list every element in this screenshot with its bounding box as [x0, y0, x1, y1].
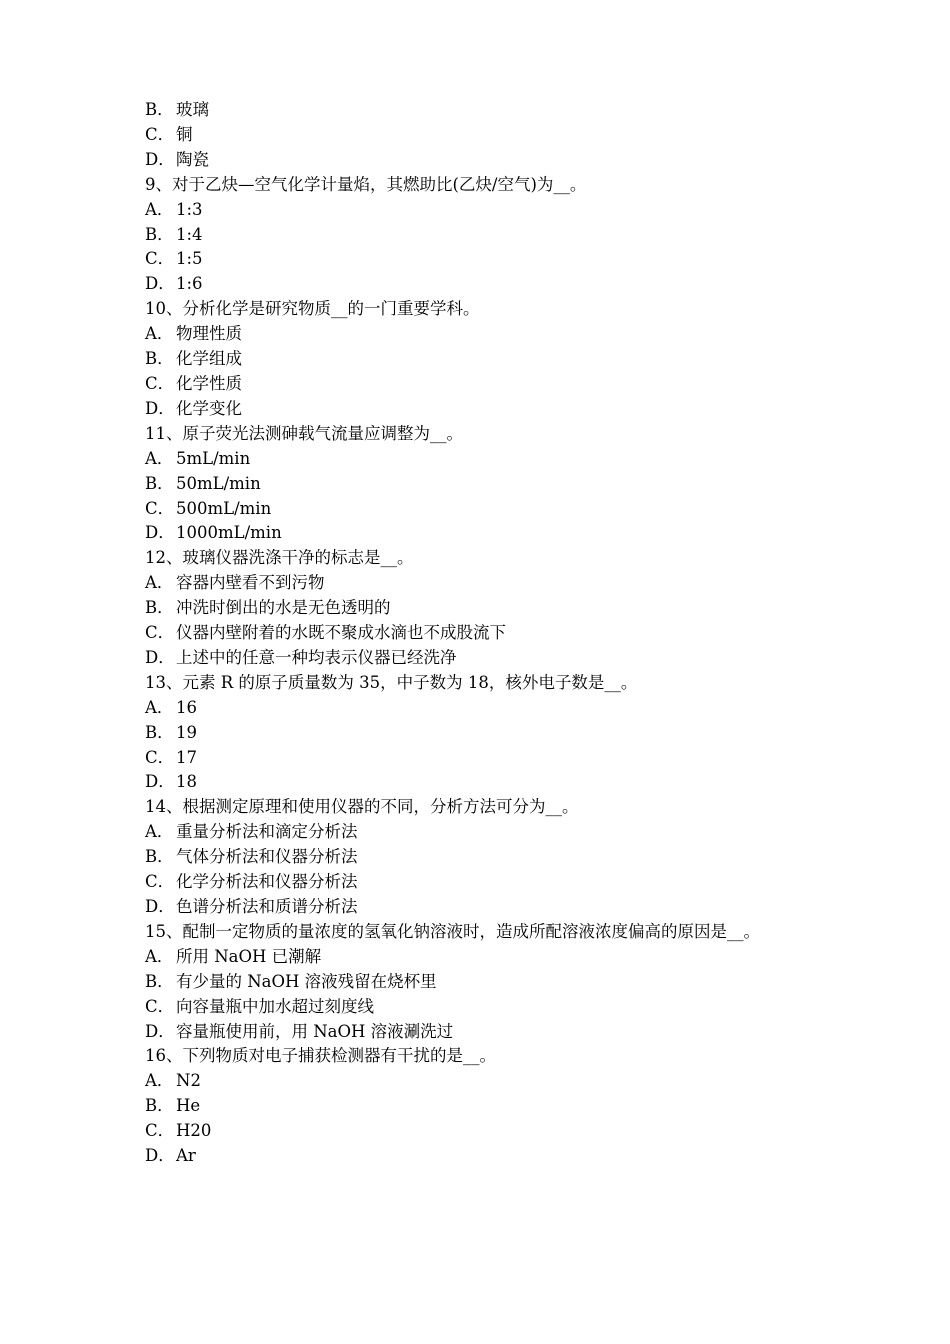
- option-letter: C．: [145, 373, 175, 393]
- option-letter: C．: [145, 872, 175, 892]
- question-stem: 11、原子荧光法测砷载气流量应调整为__。: [145, 423, 463, 443]
- option-letter: D．: [145, 523, 175, 543]
- option-text: 上述中的任意一种均表示仪器已经洗净: [176, 647, 457, 667]
- option-text: 19: [176, 722, 197, 742]
- answer-option: [145, 98, 825, 123]
- answer-option: [145, 770, 825, 795]
- question-stem: 16、下列物质对电子捕获检测器有干扰的是__。: [145, 1046, 496, 1066]
- option-text: 气体分析法和仪器分析法: [176, 847, 358, 867]
- question-stem: 12、玻璃仪器洗涤干净的标志是__。: [145, 548, 414, 568]
- option-letter: A．: [145, 697, 174, 717]
- option-letter: B．: [145, 100, 174, 119]
- answer-option: [145, 322, 825, 347]
- answer-option: [145, 1094, 825, 1119]
- option-text: 化学组成: [176, 349, 242, 369]
- option-letter: C．: [145, 249, 175, 269]
- question-stem: 14、根据测定原理和使用仪器的不同，分析方法可分为__。: [145, 797, 579, 817]
- option-letter: D．: [145, 897, 175, 916]
- option-letter: B．: [145, 847, 174, 867]
- option-letter: D．: [145, 274, 175, 294]
- option-letter: D．: [145, 772, 175, 792]
- question-stem: 15、配制一定物质的量浓度的氢氧化钠溶液时，造成所配溶液浓度偏高的原因是__。: [145, 921, 760, 941]
- answer-option: [145, 646, 825, 671]
- option-text: 1:5: [176, 249, 203, 269]
- answer-option: [145, 721, 825, 746]
- option-letter: A．: [145, 199, 174, 219]
- answer-option: [145, 1144, 825, 1169]
- answer-option: [145, 198, 825, 223]
- answer-option: [145, 247, 825, 272]
- option-text: 5mL/min: [176, 448, 251, 468]
- option-text: 冲洗时倒出的水是无色透明的: [176, 598, 391, 618]
- option-letter: B．: [145, 722, 174, 742]
- answer-option: [145, 895, 825, 920]
- option-letter: B．: [145, 224, 174, 244]
- option-letter: A．: [145, 946, 174, 966]
- answer-option: [145, 696, 825, 721]
- answer-option: [145, 1069, 825, 1094]
- option-text: 18: [176, 772, 197, 792]
- option-letter: A．: [145, 822, 174, 842]
- option-letter: B．: [145, 473, 174, 493]
- answer-option: [145, 945, 825, 970]
- answer-option: [145, 870, 825, 895]
- option-text: H20: [176, 1121, 212, 1141]
- option-text: N2: [176, 1071, 201, 1091]
- answer-option: [145, 1020, 825, 1045]
- option-letter: B．: [145, 349, 174, 369]
- answer-option: [145, 148, 825, 173]
- answer-option: [145, 223, 825, 248]
- answer-option: [145, 621, 825, 646]
- answer-option: [145, 746, 825, 771]
- option-text: 玻璃: [176, 100, 209, 119]
- question-stem: 10、分析化学是研究物质__的一门重要学科。: [145, 299, 480, 319]
- answer-option: [145, 372, 825, 397]
- option-text: 物理性质: [176, 324, 242, 344]
- question-stem: 13、元素 R 的原子质量数为 35，中子数为 18，核外电子数是__。: [145, 672, 638, 692]
- option-letter: C．: [145, 1121, 175, 1141]
- option-text: 化学变化: [176, 398, 242, 418]
- answer-option: [145, 472, 825, 497]
- answer-option: [145, 272, 825, 297]
- option-text: 有少量的 NaOH 溶液残留在烧杯里: [176, 971, 437, 991]
- option-text: 500mL/min: [176, 498, 272, 518]
- option-text: 1:3: [176, 199, 203, 219]
- answer-option: [145, 521, 825, 546]
- answer-option: [145, 820, 825, 845]
- option-letter: A．: [145, 448, 174, 468]
- answer-option: [145, 970, 825, 995]
- option-letter: D．: [145, 1146, 175, 1166]
- option-text: 1000mL/min: [176, 523, 282, 543]
- option-text: 16: [176, 697, 197, 717]
- option-letter: D．: [145, 149, 175, 169]
- answer-option: [145, 497, 825, 522]
- option-letter: D．: [145, 647, 175, 667]
- option-letter: C．: [145, 747, 175, 767]
- option-letter: B．: [145, 971, 174, 991]
- option-text: 容器内壁看不到污物: [176, 573, 325, 593]
- option-text: 容量瓶使用前，用 NaOH 溶液涮洗过: [176, 1021, 454, 1041]
- option-letter: C．: [145, 996, 175, 1016]
- option-text: Ar: [176, 1146, 196, 1166]
- answer-option: [145, 571, 825, 596]
- option-text: 陶瓷: [176, 149, 209, 169]
- option-letter: A．: [145, 573, 174, 593]
- answer-option: [145, 397, 825, 422]
- option-text: 色谱分析法和质谱分析法: [176, 897, 358, 916]
- answer-option: [145, 596, 825, 621]
- answer-option: [145, 123, 825, 148]
- option-text: 1:6: [176, 274, 203, 294]
- option-letter: A．: [145, 324, 174, 344]
- option-text: 向容量瓶中加水超过刻度线: [176, 996, 374, 1016]
- option-text: 重量分析法和滴定分析法: [176, 822, 358, 842]
- option-text: 17: [176, 747, 197, 767]
- document-body: [145, 98, 825, 1169]
- option-letter: A．: [145, 1071, 174, 1091]
- answer-option: [145, 447, 825, 472]
- question-stem: 9、对于乙炔—空气化学计量焰，其燃助比(乙炔/空气)为__。: [145, 174, 587, 194]
- option-text: 1:4: [176, 224, 203, 244]
- option-text: 化学分析法和仪器分析法: [176, 872, 358, 892]
- option-letter: C．: [145, 124, 175, 144]
- option-text: 所用 NaOH 已潮解: [176, 946, 322, 966]
- answer-option: [145, 845, 825, 870]
- option-letter: D．: [145, 398, 175, 418]
- option-text: 仪器内壁附着的水既不聚成水滴也不成股流下: [176, 623, 506, 643]
- option-letter: B．: [145, 598, 174, 618]
- option-letter: C．: [145, 623, 175, 643]
- option-text: 50mL/min: [176, 473, 261, 493]
- answer-option: [145, 347, 825, 372]
- option-letter: D．: [145, 1021, 175, 1041]
- option-text: 化学性质: [176, 373, 242, 393]
- option-text: He: [176, 1096, 201, 1116]
- answer-option: [145, 1119, 825, 1144]
- option-letter: C．: [145, 498, 175, 518]
- option-letter: B．: [145, 1096, 174, 1116]
- option-text: 铜: [176, 124, 193, 144]
- answer-option: [145, 995, 825, 1020]
